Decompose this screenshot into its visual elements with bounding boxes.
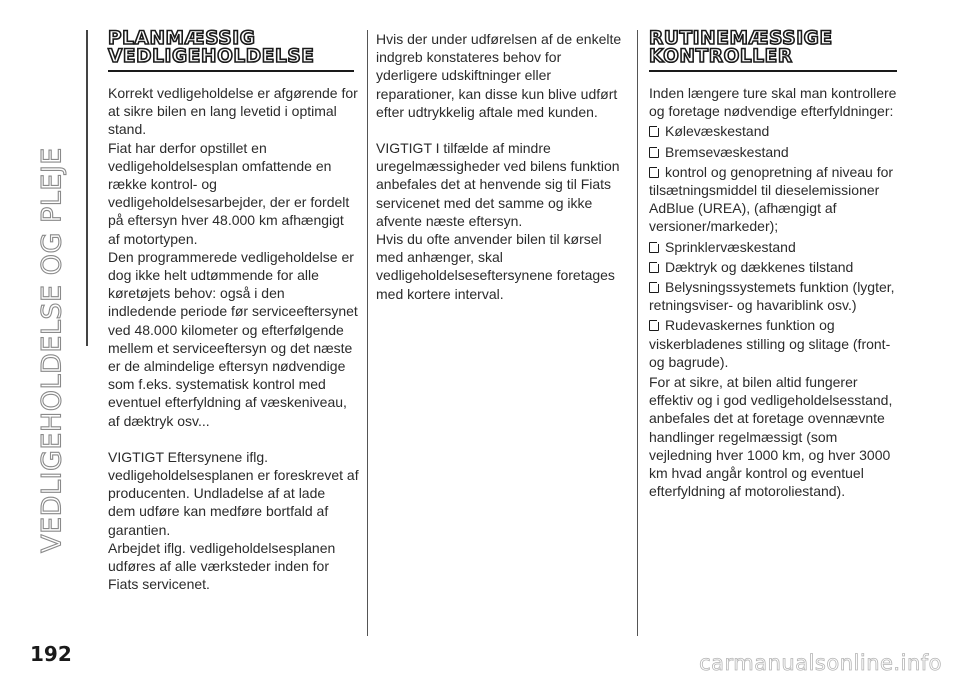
right-column [649, 30, 903, 500]
heading-line: PLANMÆSSIG [108, 28, 256, 49]
intro-paragraph: Korrekt vedligeholdelse er afgørende for at sikre bilen en lang levetid i optimal stand. Fiat har derfor opstillet en vedligeholdelsesplan omfattende en række kontrol- og vedligeholdelsesarbejder, der er fordelt på eftersyn hver 48.000 km afhængigt af motortypen. Den programmerede vedligeholdelse er dog ikke helt udtømmende for alle køretøjets behov: også i den indledende periode før serviceeftersynet ved 48.000 kilometer og efterfølgende mellem et serviceeftersyn og det næste er de almindelige eftersyn nødvendige som f.eks. systematisk kontrol med eventuel efterfyldning af væskeniveau, af dæktryk osv... [108, 85, 358, 429]
checklist-item-label: kontrol og genopretning af niveau for tilsætningsmiddel til dieselemissioner AdBlue (UREA), (afhængigt af versioner/markeder); [649, 163, 894, 235]
column-divider-1 [367, 30, 368, 636]
additional-repairs-paragraph: Hvis der under udførelsen af de enkelte indgreb konstateres behov for yderligere udskiftninger eller reparationer, kan disse kun blive udført efter udtrykkelig aftale med kunden. [376, 31, 622, 120]
page-number: 192 [30, 642, 72, 666]
checkbox-icon [649, 126, 659, 137]
checkbox-icon [649, 167, 659, 178]
column-divider-2 [637, 30, 638, 636]
checklist-item-label: Belysningssystemets funktion (lygter, retningsviser- og havariblink osv.) [649, 279, 895, 314]
watermark: carmanualsonline.info [699, 651, 942, 675]
left-column [108, 30, 360, 593]
section-heading-routine-checks [649, 30, 897, 72]
checkbox-icon [649, 282, 659, 293]
checklist-item [649, 122, 903, 140]
checklist [649, 122, 903, 371]
checklist-item-label: Dæktryk og dækkenes tilstand [665, 258, 854, 275]
checkbox-icon [649, 320, 659, 331]
checkbox-icon [649, 147, 659, 158]
checkbox-icon [649, 262, 659, 273]
checklist-item [649, 258, 903, 276]
checklist-item-label: Rudevaskernes funktion og viskerbladenes stilling og slitage (front- og bagrude). [649, 317, 891, 370]
checklist-item-label: Kølevæskestand [665, 123, 770, 140]
checklist-item [649, 278, 903, 314]
warning-paragraph: VIGTIGT Eftersynene iflg. vedligeholdelsesplanen er foreskrevet af producenten. Undladelse af at lade dem udføre kan medføre bortfald af garantien. Arbejdet iflg. vedligeholdelsesplanen udføres af alle værksteder inden for Fiats servicenet. [108, 448, 359, 593]
chapter-side-label: VEDLIGEHOLDELSE OG PLEJE [36, 147, 68, 553]
checklist-item [649, 163, 903, 236]
important-notice-paragraph: VIGTIGT I tilfælde af mindre uregelmæssigheder ved bilens funktion anbefales det at henvende sig til Fiats servicenet med det samme og ikke afvente næste eftersyn. Hvis du ofte anvender bilen til kørsel med anhænger, skal vedligeholdelseseftersynene foretages med kortere interval. [376, 140, 620, 302]
checklist-item-label: Bremsevæskestand [665, 143, 789, 160]
checkbox-icon [649, 242, 659, 253]
checks-intro-paragraph: Inden længere ture skal man kontrollere og foretage nødvendige efterfyldninger: [649, 85, 897, 120]
checklist-item [649, 238, 903, 256]
checklist-item [649, 143, 903, 161]
heading-line: KONTROLLER [649, 46, 793, 67]
checklist-item [649, 316, 903, 371]
checklist-item-label: Sprinklervæskestand [665, 238, 796, 255]
heading-line: RUTINEMÆSSIGE [649, 28, 833, 49]
left-margin-rule [86, 30, 88, 346]
checks-outro-paragraph: For at sikre, at bilen altid fungerer effektiv og i god vedligeholdelsesstand, anbefales det at foretage ovennævnte handlinger regelmæssigt (som vejledning hver 1000 km, og hver 3000 km hvad angår kontrol og eventuel efterfyldning af motoroliestand). [649, 374, 893, 500]
middle-column [376, 30, 630, 303]
heading-line: VEDLIGEHOLDELSE [108, 46, 315, 67]
section-heading-planned-maintenance [108, 30, 354, 72]
